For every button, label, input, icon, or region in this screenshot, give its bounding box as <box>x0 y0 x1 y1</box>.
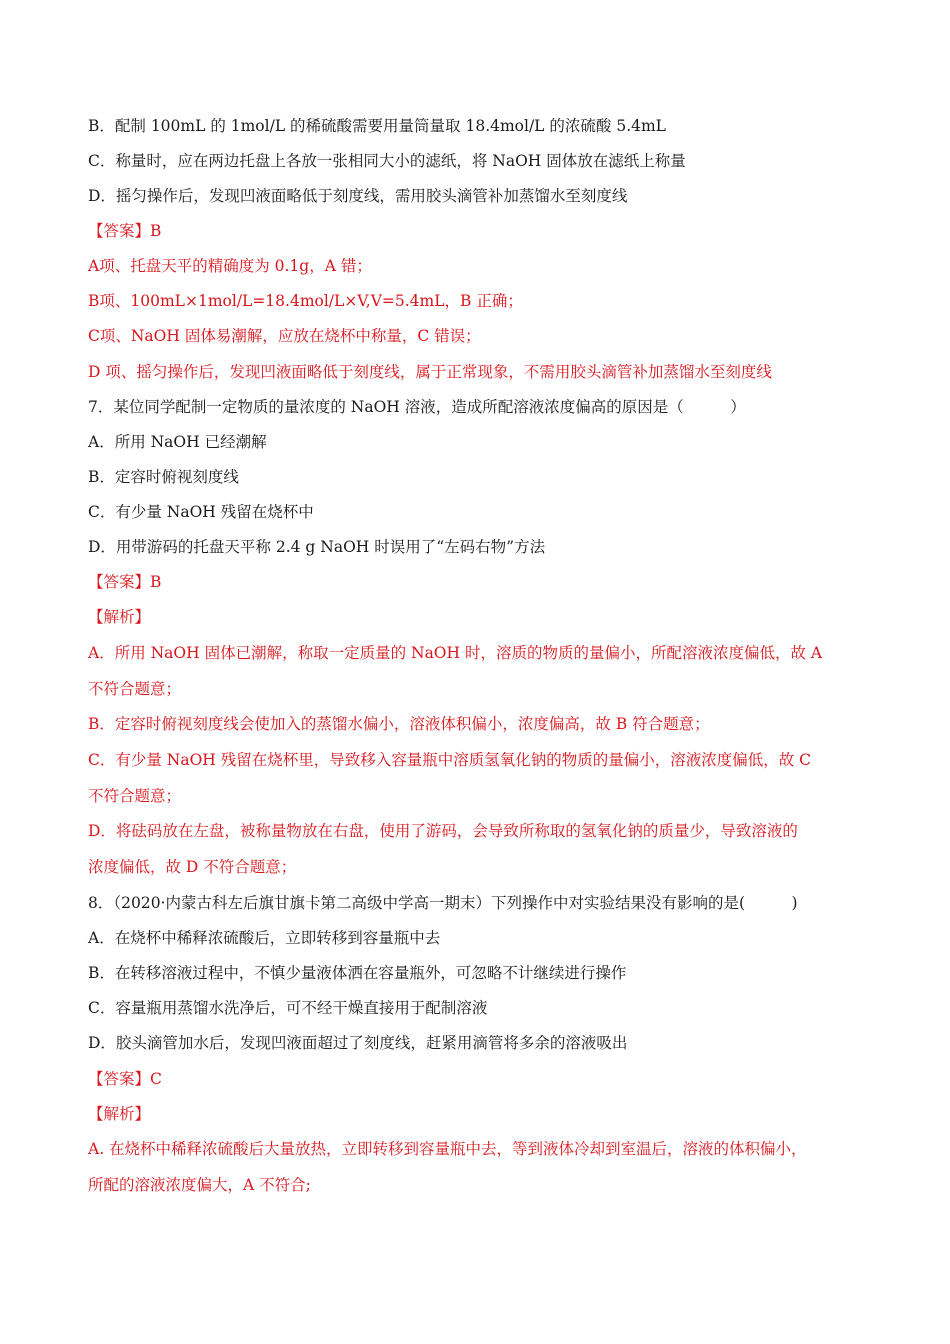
analysis-line-6-q7: D．将砝码放在左盘，被称量物放在右盘，使用了游码，会导致所称取的氢氧化钠的质量少，导致溶液的 <box>88 822 798 840</box>
option-d-text-q7: D．用带游码的托盘天平称 2.4 g NaOH 时误用了“左码右物”方法 <box>88 538 546 556</box>
analysis-label-q8: 【解析】 <box>88 1105 151 1123</box>
explanation-line-d-q6: D 项、摇匀操作后，发现凹液面略低于刻度线，属于正常现象，不需用胶头滴管补加蒸馏水至刻度线 <box>88 363 772 381</box>
explanation-line-b-q6: B项、100mL×1mol/L=18.4mol/L×V,V=5.4mL，B 正确； <box>88 292 523 310</box>
analysis-line-4-q7: C．有少量 NaOH 残留在烧杯里，导致移入容量瓶中溶质氢氧化钠的物质的量偏小，溶液浓度偏低，故 C <box>88 751 812 769</box>
analysis-line-2-q8: 所配的溶液浓度偏大，A 不符合; <box>88 1176 311 1194</box>
analysis-line-1-q7: A．所用 NaOH 固体已潮解，称取一定质量的 NaOH 时，溶质的物质的量偏小，所配溶液浓度偏低，故 A <box>88 644 823 662</box>
option-c-text-q6: C．称量时，应在两边托盘上各放一张相同大小的滤纸，将 NaOH 固体放在滤纸上称量 <box>88 152 686 170</box>
analysis-label-q7: 【解析】 <box>88 608 151 626</box>
option-d-text-q8: D．胶头滴管加水后，发现凹液面超过了刻度线，赶紧用滴管将多余的溶液吸出 <box>88 1034 628 1052</box>
answer-label-q8: 【答案】C <box>88 1070 162 1088</box>
analysis-line-5-q7: 不符合题意； <box>88 787 182 805</box>
explanation-line-a-q6: A项、托盘天平的精确度为 0.1g，A 错； <box>88 257 372 275</box>
option-a-text-q7: A．所用 NaOH 已经潮解 <box>88 433 267 451</box>
option-b-text-q6: B．配制 100mL 的 1mol/L 的稀硫酸需要用量筒量取 18.4mol/L 的浓硫酸 5.4mL <box>88 117 666 135</box>
option-b-text-q8: B．在转移溶液过程中，不慎少量液体洒在容量瓶外，可忽略不计继续进行操作 <box>88 964 627 982</box>
analysis-line-2-q7: 不符合题意； <box>88 680 182 698</box>
option-c-text-q8: C．容量瓶用蒸馏水洗净后，可不经干燥直接用于配制溶液 <box>88 999 488 1017</box>
analysis-line-3-q7: B．定容时俯视刻度线会使加入的蒸馏水偏小，溶液体积偏小，浓度偏高，故 B 符合题意； <box>88 715 710 733</box>
question-7-stem: 7．某位同学配制一定物质的量浓度的 NaOH 溶液，造成所配溶液浓度偏高的原因是（ ） <box>88 398 746 416</box>
explanation-line-c-q6: C项、NaOH 固体易潮解，应放在烧杯中称量，C 错误； <box>88 327 481 345</box>
analysis-line-1-q8: A. 在烧杯中稀释浓硫酸后大量放热，立即转移到容量瓶中去，等到液体冷却到室温后，溶液的体积偏小， <box>88 1140 807 1158</box>
option-c-text-q7: C．有少量 NaOH 残留在烧杯中 <box>88 503 314 521</box>
option-b-text-q7: B．定容时俯视刻度线 <box>88 468 239 486</box>
option-a-text-q8: A．在烧杯中稀释浓硫酸后，立即转移到容量瓶中去 <box>88 929 441 947</box>
answer-label-q7: 【答案】B <box>88 573 162 591</box>
answer-label-q6: 【答案】B <box>88 222 162 240</box>
analysis-line-7-q7: 浓度偏低，故 D 不符合题意； <box>88 858 297 876</box>
option-d-text-q6: D．摇匀操作后，发现凹液面略低于刻度线，需用胶头滴管补加蒸馏水至刻度线 <box>88 187 628 205</box>
question-8-stem: 8．（2020·内蒙古科左后旗甘旗卡第二高级中学高一期末）下列操作中对实验结果没有影响的是( ) <box>88 894 798 912</box>
